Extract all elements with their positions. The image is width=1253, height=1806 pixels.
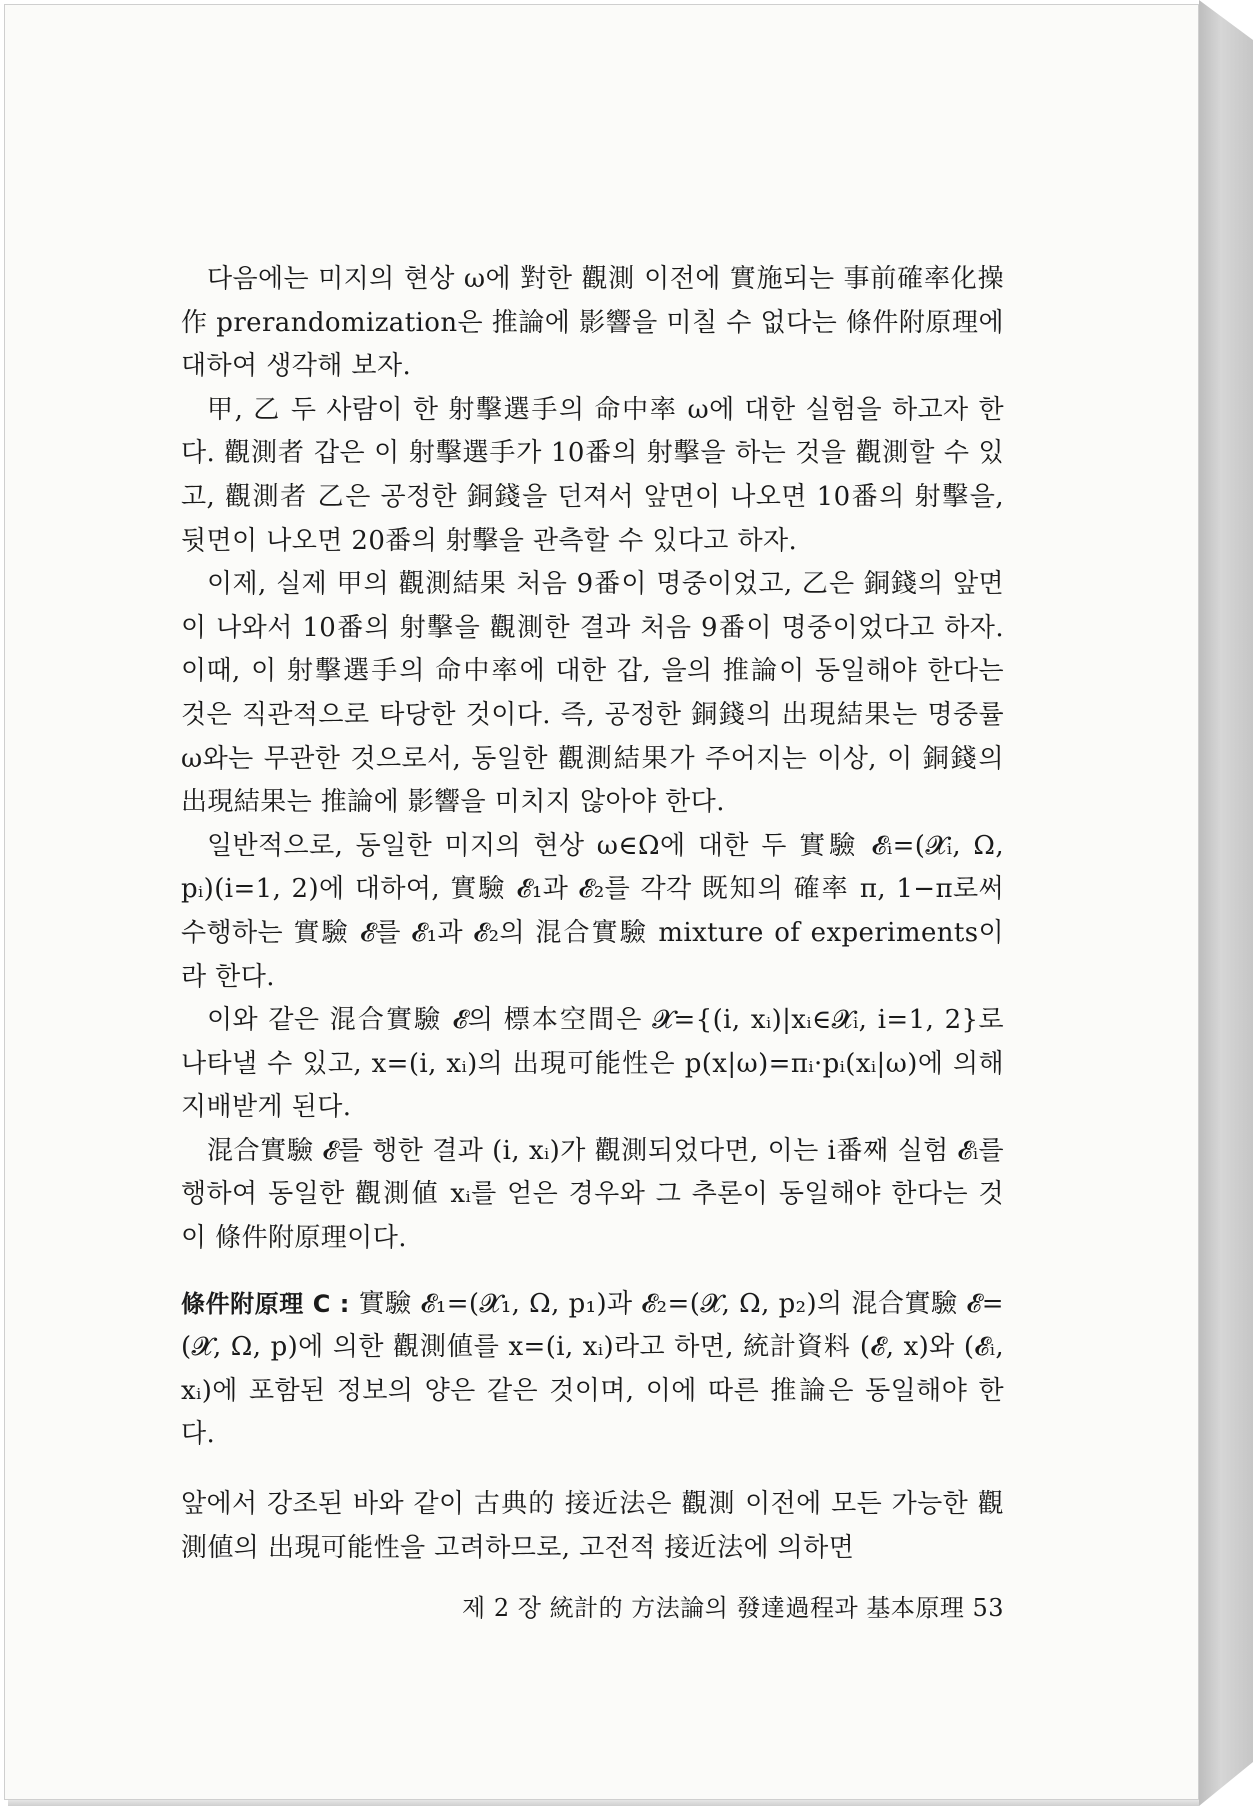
principle-text: 實驗 𝓔₁=(𝓧₁, Ω, p₁)과 𝓔₂=(𝓧, Ω, p₂)의 混合實驗 𝓔=(𝓧, Ω, p)에 의한 觀測値를 x=(i, xᵢ)라고 하면, 統計資料 (𝓔, x)와 (𝓔ᵢ, xᵢ)에 포함된 정보의 양은 같은 것이며, 이에 따른 推論은 동일해야 한다. — [181, 1288, 1004, 1450]
paragraph-closing: 앞에서 강조된 바와 같이 古典的 接近法은 觀測 이전에 모든 가능한 觀測値의 出現可能性을 고려하므로, 고전적 接近法에 의하면 — [181, 1489, 1004, 1563]
page-bottom-shadow — [8, 1800, 1199, 1806]
paragraph-mixture-definition: 일반적으로, 동일한 미지의 현상 ω∈Ω에 대한 두 實驗 𝓔ᵢ=(𝓧ᵢ, Ω, pᵢ)(i=1, 2)에 대하여, 實驗 𝓔₁과 𝓔₂를 각각 既知의 確率 π, 1−π로써 수행하는 實驗 𝓔를 𝓔₁과 𝓔₂의 混合實驗 mixture of experiments이라 한다. — [181, 830, 1004, 992]
paragraph-sample-space: 이와 같은 混合實驗 𝓔의 標本空間은 𝓧={(i, xᵢ)|xᵢ∈𝓧ᵢ, i=1, 2}로 나타낼 수 있고, x=(i, xᵢ)의 出現可能性은 p(x|ω)=πᵢ·pᵢ(xᵢ|ω)에 의해 지배받게 된다. — [181, 1005, 1004, 1123]
paragraph-conditionality: 混合實驗 𝓔를 행한 결과 (i, xᵢ)가 觀測되었다면, 이는 i番째 실험 𝓔ᵢ를 행하여 동일한 觀測値 xᵢ를 얻은 경우와 그 추론이 동일해야 한다는 것이 條件附原理이다. — [181, 1135, 1004, 1254]
paragraph-shooting-experiment: 甲, 乙 두 사람이 한 射擊選手의 命中率 ω에 대한 실험을 하고자 한다. 觀測者 갑은 이 射擊選手가 10番의 射擊을 하는 것을 觀測할 수 있고, 觀測者 乙은 공정한 銅錢을 던져서 앞면이 나오면 10番의 射擊을, 뒷면이 나오면 20番의 射擊을 관측할 수 있다고 하자. — [181, 394, 1004, 556]
paragraph-prerandomization: 다음에는 미지의 현상 ω에 對한 觀測 이전에 實施되는 事前確率化操作 prerandomization은 推論에 影響을 미칠 수 없다는 條件附原理에 대하여 생각해 보자. — [181, 264, 1004, 382]
page-edge-stack — [1199, 0, 1253, 1806]
body-text — [181, 258, 1004, 1570]
principle-label: 條件附原理 C : — [181, 1289, 350, 1318]
conditionality-principle — [181, 1283, 1004, 1457]
page-footer: 제 2 장 統計的 方法論의 發達過程과 基本原理 53 — [462, 1594, 1004, 1622]
paragraph-observation-result: 이제, 실제 甲의 觀測結果 처음 9番이 명중이었고, 乙은 銅錢의 앞면이 나와서 10番의 射擊을 觀測한 결과 처음 9番이 명중이었다고 하자. 이때, 이 射擊選手의 命中率에 대한 갑, 을의 推論이 동일해야 한다는 것은 직관적으로 타당한 것이다. 즉, 공정한 銅錢의 出現結果는 명중률 ω와는 무관한 것으로서, 동일한 觀測結果가 주어지는 이상, 이 銅錢의 出現結果는 推論에 影響을 미치지 않아야 한다. — [181, 569, 1004, 818]
